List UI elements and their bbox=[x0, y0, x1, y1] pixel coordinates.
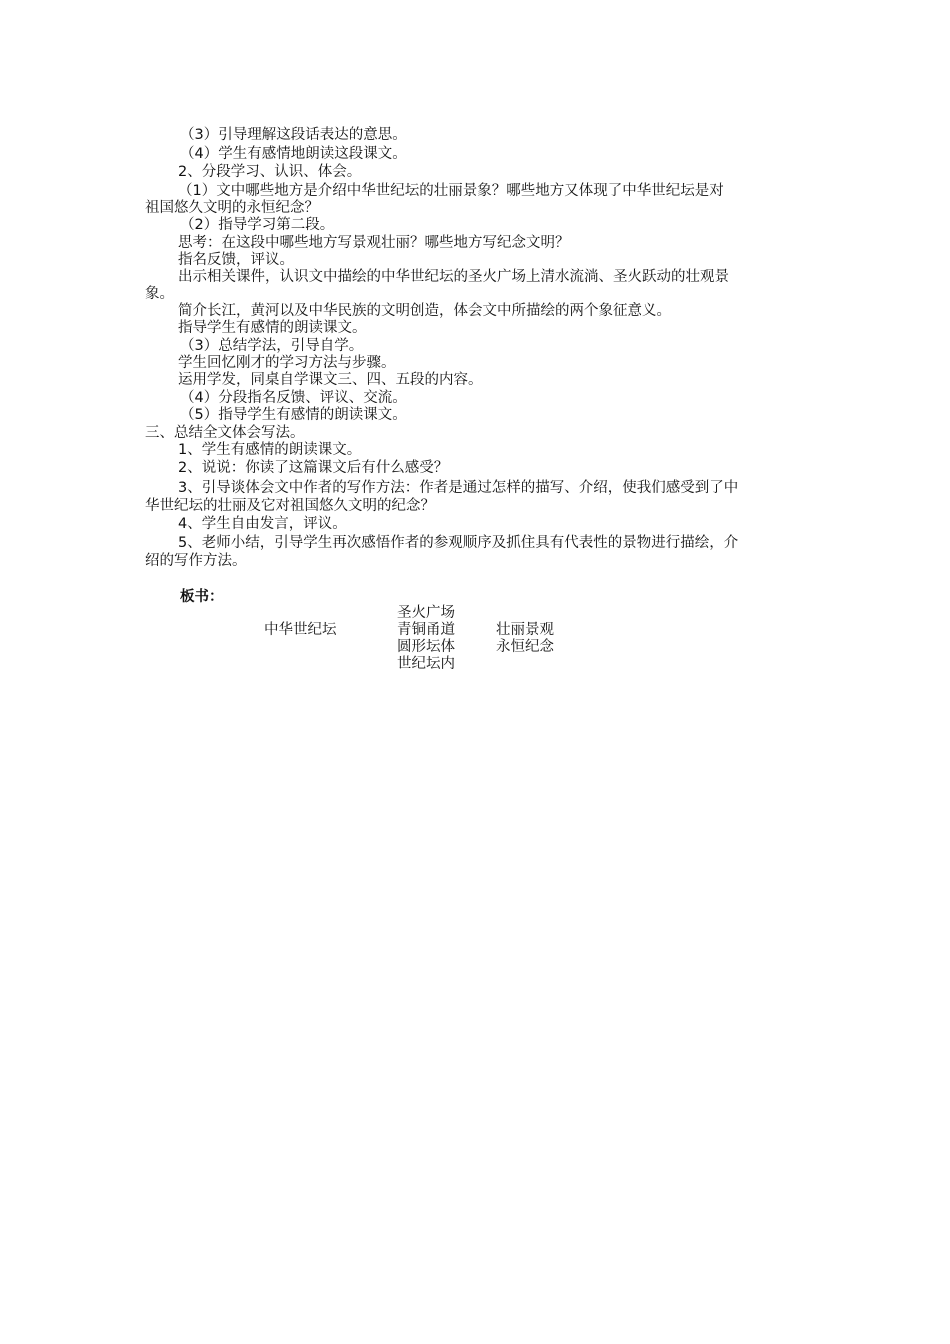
text-line: 2、说说：你读了这篇课文后有什么感受？ bbox=[178, 460, 449, 476]
board-theme: 永恒纪念 bbox=[496, 639, 554, 655]
text-line: 华世纪坛的壮丽及它对祖国悠久文明的纪念？ bbox=[145, 498, 435, 514]
board-item: 圆形坛体 bbox=[397, 639, 455, 655]
text-line: 指名反馈，评议。 bbox=[178, 252, 294, 268]
board-theme: 壮丽景观 bbox=[496, 622, 554, 638]
text-line: （3）引导理解这段话表达的意思。 bbox=[180, 127, 407, 143]
text-line: 出示相关课件，认识文中描绘的中华世纪坛的圣火广场上清水流淌、圣火跃动的壮观景 bbox=[178, 269, 729, 285]
text-line: （4）学生有感情地朗读这段课文。 bbox=[180, 146, 407, 162]
text-line: （3）总结学法，引导自学。 bbox=[180, 338, 364, 354]
text-line: 祖国悠久文明的永恒纪念？ bbox=[145, 200, 319, 216]
board-item: 圣火广场 bbox=[397, 605, 455, 621]
text-line: 5、老师小结，引导学生再次感悟作者的参观顺序及抓住具有代表性的景物进行描绘，介 bbox=[178, 535, 739, 551]
text-line: 3、引导谈体会文中作者的写作方法：作者是通过怎样的描写、介绍，使我们感受到了中 bbox=[178, 480, 739, 496]
text-line: 学生回忆刚才的学习方法与步骤。 bbox=[178, 355, 396, 371]
text-line: （2）指导学习第二段。 bbox=[180, 217, 335, 233]
text-line: 指导学生有感情的朗读课文。 bbox=[178, 320, 367, 336]
board-center-label: 中华世纪坛 bbox=[264, 622, 337, 638]
text-line: 2、分段学习、认识、体会。 bbox=[178, 164, 362, 180]
text-line: 思考：在这段中哪些地方写景观壮丽？哪些地方写纪念文明？ bbox=[178, 235, 570, 251]
board-item: 青铜甬道 bbox=[397, 622, 455, 638]
board-title: 板书： bbox=[180, 589, 224, 605]
text-line: 1、学生有感情的朗读课文。 bbox=[178, 442, 362, 458]
board-item: 世纪坛内 bbox=[397, 656, 455, 672]
text-line: 4、学生自由发言，评议。 bbox=[178, 516, 347, 532]
text-line: 象。 bbox=[145, 286, 174, 302]
text-line: 三、总结全文体会写法。 bbox=[145, 425, 305, 441]
text-line: 简介长江，黄河以及中华民族的文明创造，体会文中所描绘的两个象征意义。 bbox=[178, 303, 671, 319]
text-line: （1）文中哪些地方是介绍中华世纪坛的壮丽景象？哪些地方又体现了中华世纪坛是对 bbox=[178, 183, 724, 199]
text-line: 绍的写作方法。 bbox=[145, 553, 247, 569]
text-line: （5）指导学生有感情的朗读课文。 bbox=[180, 407, 407, 423]
text-line: 运用学发，同桌自学课文三、四、五段的内容。 bbox=[178, 372, 483, 388]
text-line: （4）分段指名反馈、评议、交流。 bbox=[180, 390, 407, 406]
